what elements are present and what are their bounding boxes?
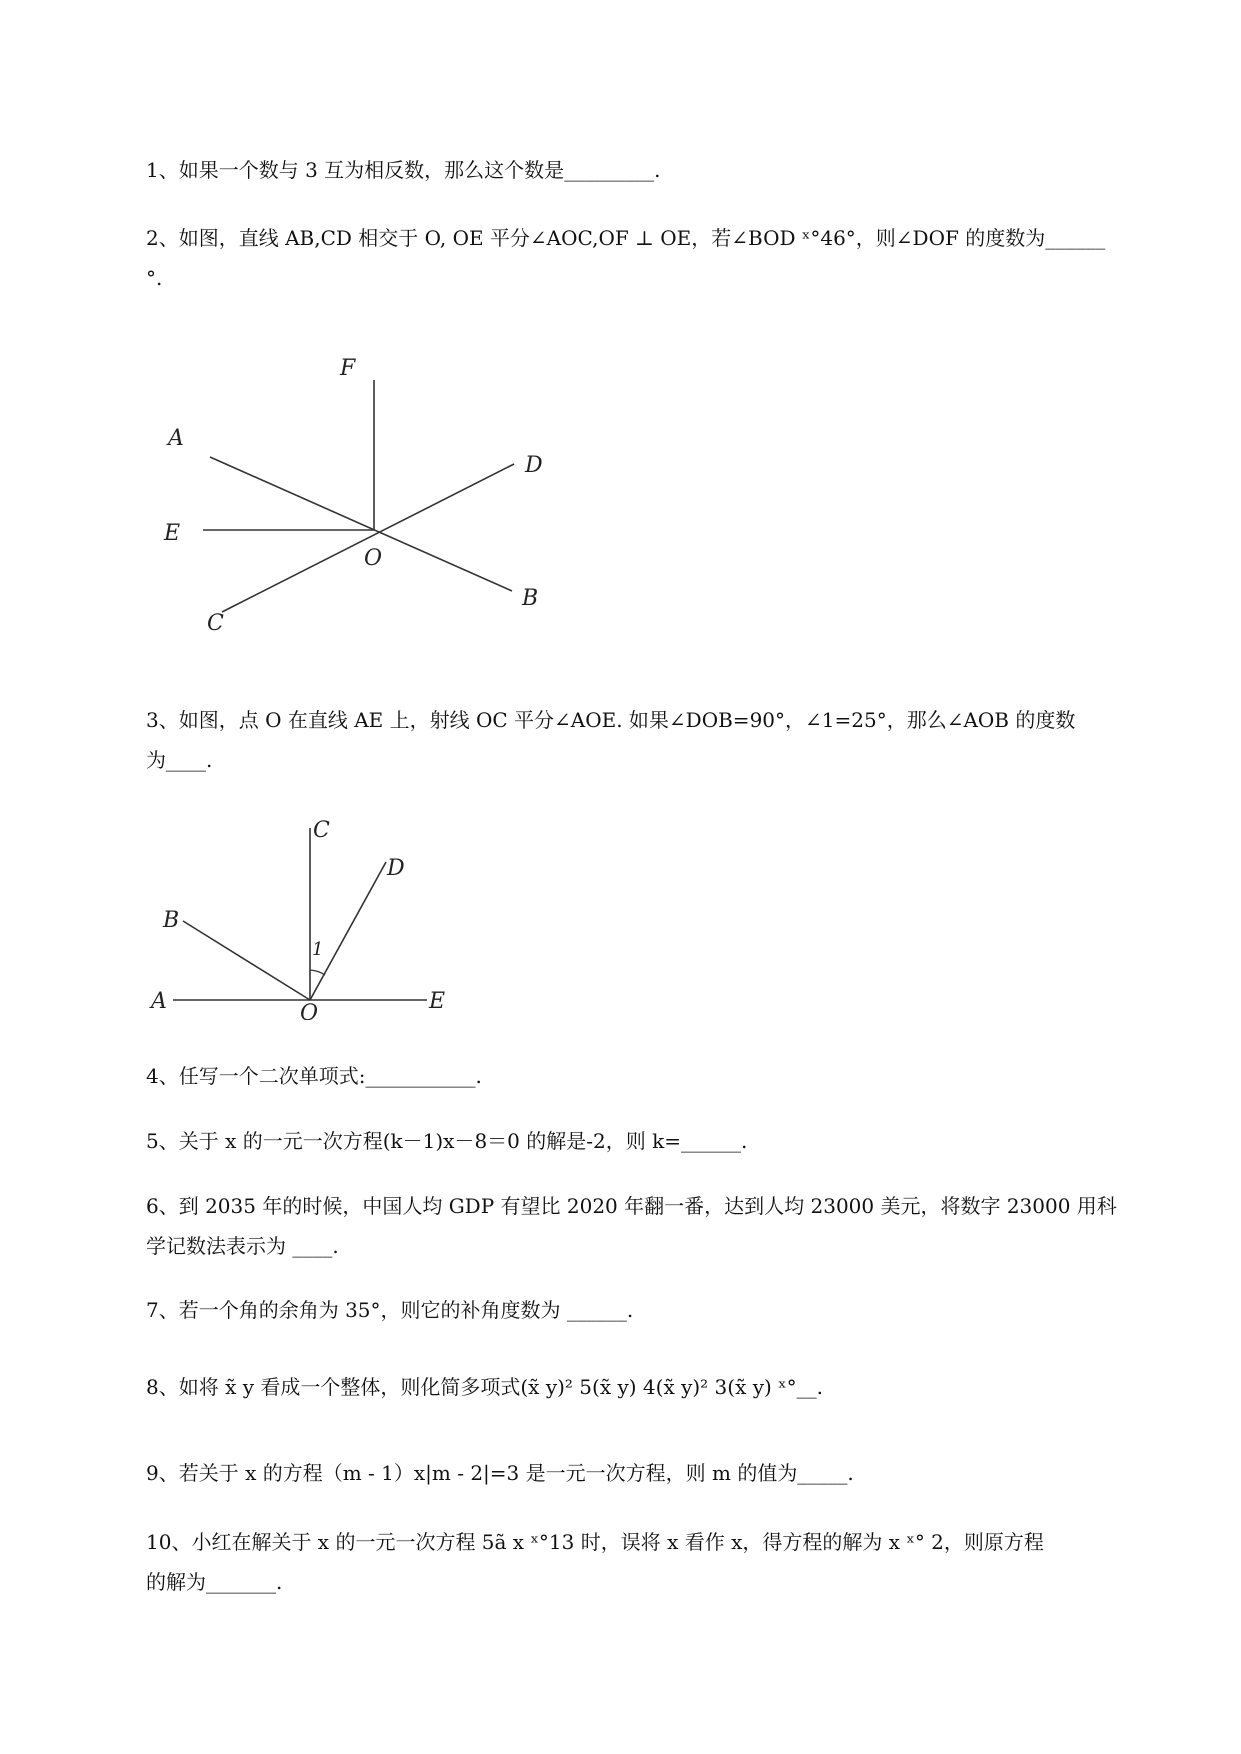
question-7-text: 7、若一个角的余角为 35°，则它的补角度数为 ______. xyxy=(146,1298,634,1322)
label-a: A xyxy=(151,989,167,1014)
question-8-text: 8、如将 x̃ y 看成一个整体，则化简多项式(x̃ y)² 5(x̃ y) 4(x̃ y)² 3(x̃ y) ˣ°__. xyxy=(146,1375,824,1399)
label-d: D xyxy=(387,856,405,881)
ray-ob xyxy=(183,921,310,1000)
label-b: B xyxy=(163,908,180,933)
question-10-text-cont: 的解为_______. xyxy=(146,1570,283,1594)
figure-1-intersecting-lines xyxy=(150,340,570,640)
label-f: F xyxy=(340,356,356,381)
question-2-text-cont: °. xyxy=(146,266,163,290)
question-6 xyxy=(146,1186,1156,1266)
line-ab xyxy=(210,457,512,591)
label-d: D xyxy=(525,453,543,478)
question-6-text: 6、到 2035 年的时候，中国人均 GDP 有望比 2020 年翻一番，达到人均 23000 美元，将数字 23000 用科 xyxy=(146,1194,1117,1218)
label-angle-1: 1 xyxy=(312,939,324,960)
label-o: O xyxy=(300,1001,319,1020)
question-5 xyxy=(146,1121,1156,1161)
question-3-text: 3、如图，点 O 在直线 AE 上，射线 OC 平分∠AOE. 如果∠DOB=90°，∠1=25°，那么∠AOB 的度数 xyxy=(146,708,1076,732)
label-c: C xyxy=(313,818,330,843)
question-2-text: 2、如图，直线 AB,CD 相交于 O, OE 平分∠AOC,OF ⊥ OE，若∠BOD ˣ°46°，则∠DOF 的度数为______ xyxy=(146,226,1106,250)
question-6-text-cont: 学记数法表示为 ____. xyxy=(146,1234,339,1258)
label-e: E xyxy=(429,989,446,1014)
label-b: B xyxy=(522,586,539,611)
ray-od xyxy=(310,862,386,1000)
question-4 xyxy=(146,1056,1156,1096)
question-9 xyxy=(146,1453,1156,1493)
label-c: C xyxy=(207,611,224,636)
line-cd xyxy=(222,464,514,612)
question-10 xyxy=(146,1522,1156,1602)
question-3-text-cont: 为____. xyxy=(146,748,213,772)
question-8 xyxy=(146,1367,1156,1407)
question-1-text: 1、如果一个数与 3 互为相反数，那么这个数是_________. xyxy=(146,158,661,182)
question-2 xyxy=(146,218,1156,298)
question-3 xyxy=(146,700,1156,780)
question-1 xyxy=(146,150,1156,190)
label-e: E xyxy=(164,521,181,546)
question-10-text: 10、小红在解关于 x 的一元一次方程 5ã x ˣ°13 时，误将 x 看作 x，得方程的解为 x ˣ° 2，则原方程 xyxy=(146,1530,1044,1554)
label-a: A xyxy=(168,426,184,451)
question-5-text: 5、关于 x 的一元一次方程(k－1)x－8＝0 的解是-2，则 k=______. xyxy=(146,1129,748,1153)
label-o: O xyxy=(364,546,383,571)
angle-1-arc xyxy=(310,970,325,975)
question-7 xyxy=(146,1290,1156,1330)
question-4-text: 4、任写一个二次单项式:___________. xyxy=(146,1064,482,1088)
question-9-text: 9、若关于 x 的方程（m - 1）x|m - 2|=3 是一元一次方程，则 m 的值为_____. xyxy=(146,1461,854,1485)
figure-2-angles xyxy=(145,810,465,1020)
